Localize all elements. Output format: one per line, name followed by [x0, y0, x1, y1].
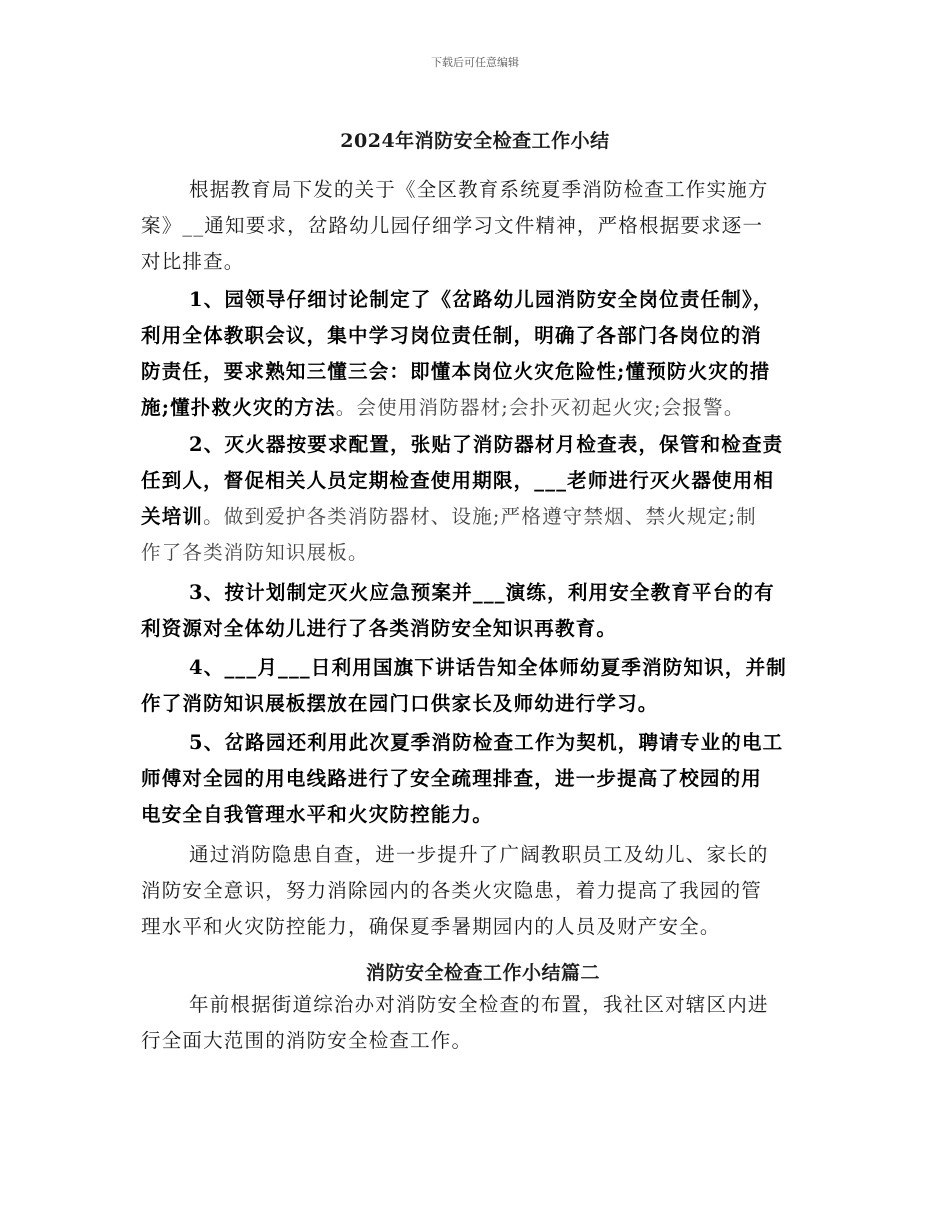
document-title: 2024年消防安全检查工作小结	[340, 130, 610, 152]
item-1-paragraph	[141, 282, 811, 426]
item-5-paragraph	[141, 725, 811, 833]
paragraph-line: 根据教育局下发的关于《全区教育系统夏季消防检查工作实施方	[189, 178, 769, 201]
paragraph-line: 对比排查。	[141, 250, 245, 273]
paragraph-line: 理水平和火灾防控能力，确保夏季暑期园内的人员及财产安全。	[141, 915, 721, 938]
paragraph-line: 5、岔路园还利用此次夏季消防检查工作为契机，聘请专业的电工	[189, 731, 784, 754]
paragraph-line: 作了消防知识展板摆放在园门口供家长及师幼进行学习。	[141, 692, 659, 715]
paragraph-line	[141, 499, 811, 535]
item-2-paragraph	[141, 427, 811, 571]
paragraph-line: 消防安全意识，努力消除园内的各类火灾隐患，着力提高了我园的管	[141, 879, 763, 902]
part2-paragraph	[141, 987, 811, 1059]
intro-paragraph	[141, 172, 811, 280]
paragraph-line: 年前根据街道综治办对消防安全检查的布置，我社区对辖区内进	[189, 993, 769, 1016]
paragraph-line: 通过消防隐患自查，进一步提升了广阔教职员工及幼儿、家长的	[189, 843, 769, 866]
header-note: 下载后可任意编辑	[431, 56, 519, 69]
section-title: 消防安全检查工作小结篇二	[365, 962, 600, 984]
paragraph-line: 行全面大范围的消防安全检查工作。	[141, 1029, 473, 1052]
item-4-paragraph	[141, 650, 811, 722]
paragraph-line: 利资源对全体幼儿进行了各类消防安全知识再教育。	[141, 617, 618, 640]
paragraph-line: 利用全体教职会议，集中学习岗位责任制，明确了各部门各岗位的消	[141, 324, 763, 347]
paragraph-line: 1、园领导仔细讨论制定了《岔路幼儿园消防安全岗位责任制》，	[189, 288, 774, 311]
paragraph-line: 案》__通知要求，岔路幼儿园仔细学习文件精神，严格根据要求逐一	[141, 214, 764, 237]
paragraph-line: 2、灭火器按要求配置，张贴了消防器材月检查表，保管和检查责	[189, 433, 784, 456]
paragraph-line	[141, 390, 811, 426]
regular-text: 。会使用消防器材;会扑灭初起火灾;会报警。	[335, 396, 745, 419]
paragraph-line: 任到人，督促相关人员定期检查使用期限，___老师进行灭火器使用相	[141, 469, 775, 492]
summary-paragraph	[141, 837, 811, 945]
bold-text: 关培训	[141, 505, 204, 528]
paragraph-line: 电安全自我管理水平和火灾防控能力。	[141, 803, 493, 826]
paragraph-line: 4、___月___日利用国旗下讲话告知全体师幼夏季消防知识，并制	[189, 656, 787, 679]
paragraph-line: 防责任，要求熟知三懂三会：即懂本岗位火灾危险性;懂预防火灾的措	[141, 360, 771, 383]
paragraph-line: 3、按计划制定灭火应急预案并___演练，利用安全教育平台的有	[189, 581, 775, 604]
bold-text: 施;懂扑救火灾的方法	[141, 396, 336, 419]
item-3-paragraph	[141, 575, 811, 647]
paragraph-line: 作了各类消防知识展板。	[141, 541, 369, 564]
paragraph-line: 师傅对全园的用电线路进行了安全疏理排查，进一步提高了校园的用	[141, 767, 763, 790]
regular-text: 。做到爱护各类消防器材、设施;严格遵守禁烟、禁火规定;制	[203, 505, 757, 528]
